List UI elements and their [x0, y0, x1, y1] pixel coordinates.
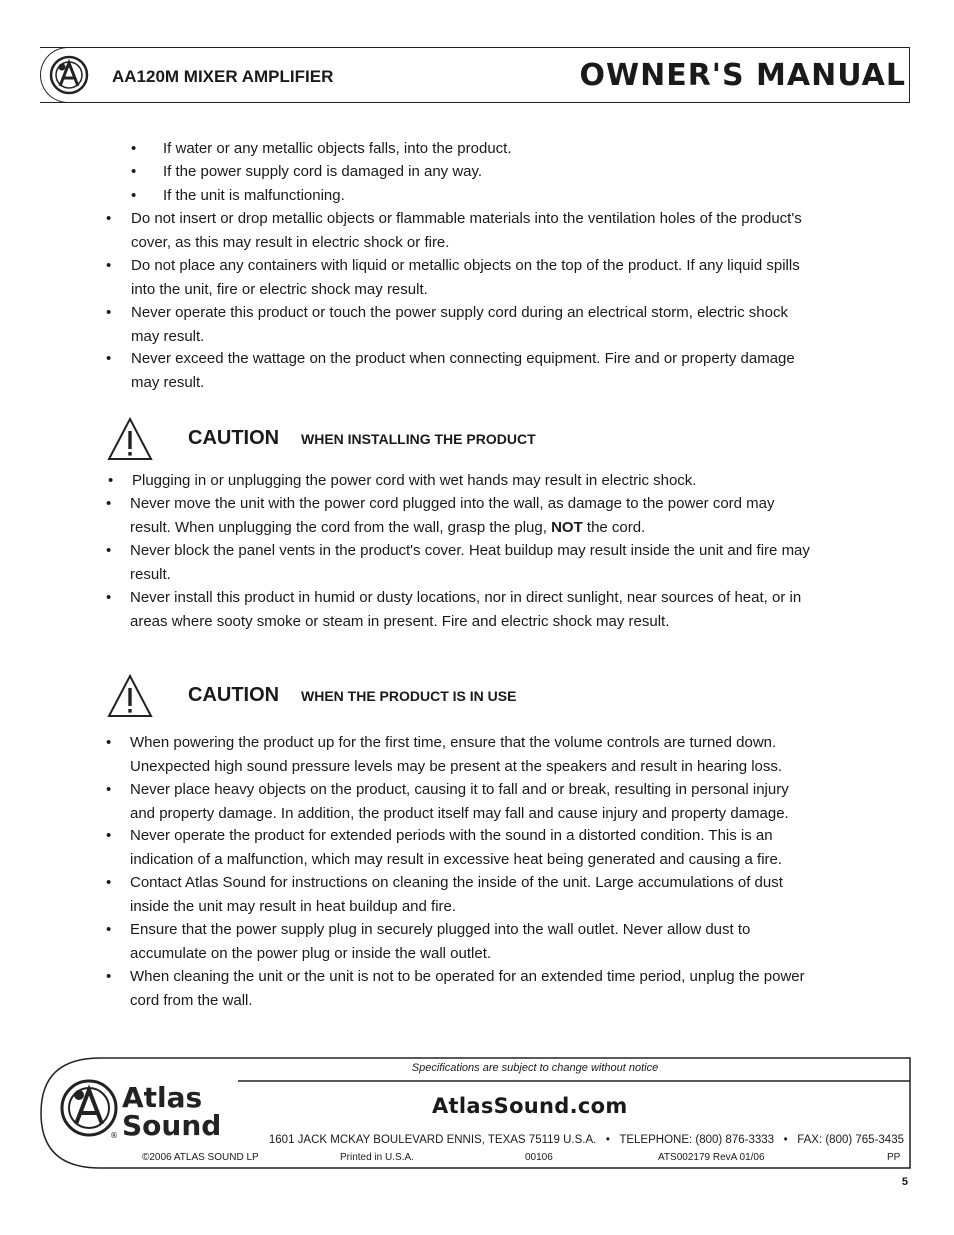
- copyright: ©2006 ATLAS SOUND LP: [142, 1152, 259, 1163]
- registered-mark: ®: [110, 1131, 118, 1140]
- list-item: • Do not insert or drop metallic objects or flammable materials into the ventilation holes of the product's cover, as this may result in electric shock or fire.: [106, 210, 802, 251]
- list-item: • If the power supply cord is damaged in any way.: [131, 163, 483, 180]
- caution-heading: CAUTION: [188, 684, 280, 706]
- print-code: 00106: [525, 1152, 553, 1163]
- list-item: • Never operate this product or touch the power supply cord during an electrical storm, electric shock may result.: [106, 304, 788, 345]
- list-item: • Never block the panel vents in the product's cover. Heat buildup may result inside the unit and fire may result.: [106, 542, 810, 583]
- model-title: AA120M MIXER AMPLIFIER: [112, 67, 334, 86]
- caution-heading: CAUTION: [188, 427, 280, 449]
- address-line: 1601 JACK MCKAY BOULEVARD ENNIS, TEXAS 75119 U.S.A. • TELEPHONE: (800) 876-3333 • FAX: (800) 765-3435: [268, 1134, 904, 1146]
- specs-notice: Specifications are subject to change without notice: [411, 1062, 659, 1074]
- atlas-logo-icon: [48, 54, 90, 96]
- document-id: ATS002179 RevA 01/06: [658, 1152, 765, 1163]
- warning-triangle-icon: [107, 674, 153, 718]
- warning-triangle-icon: [107, 417, 153, 461]
- atlas-sound-logo: [58, 1078, 248, 1140]
- website-link[interactable]: AtlasSound.com: [432, 1094, 628, 1118]
- list-item: • Never operate the product for extended periods with the sound in a distorted condition. This is an indication of a malfunction, which may result in excessive heat being generated and causing a fire.: [106, 827, 783, 868]
- list-item: • When cleaning the unit or the unit is not to be operated for an extended time period, unplug the power cord from the wall.: [106, 968, 805, 1009]
- manual-title: OWNER'S MANUAL: [579, 58, 906, 93]
- list-item: • Do not place any containers with liquid or metallic objects on the top of the product. If any liquid spills into the unit, fire or electric shock may result.: [106, 257, 800, 298]
- list-item: • Never place heavy objects on the product, causing it to fall and or break, resulting in personal injury and property damage. In addition, the product itself may fall and cause injury and property damage.: [106, 781, 789, 822]
- list-item: • If water or any metallic objects falls, into the product.: [131, 140, 512, 157]
- brand-line-2: Sound: [122, 1109, 222, 1140]
- list-item: • When powering the product up for the first time, ensure that the volume controls are turned down. Unexpected high sound pressure levels may be present at the speakers and result in hearing loss.: [106, 734, 783, 775]
- pp-mark: PP: [887, 1152, 901, 1163]
- list-item: • If the unit is malfunctioning.: [131, 187, 345, 204]
- list-item: • Never install this product in humid or dusty locations, nor in direct sunlight, near sources of heat, or in areas where sooty smoke or steam in present. Fire and electric shock may result.: [106, 589, 802, 630]
- list-item: • Never move the unit with the power cord plugged into the wall, as damage to the power cord may result. When unplugging the cord from the wall, grasp the plug, NOT the cord.: [106, 495, 775, 536]
- caution-subtitle: WHEN INSTALLING THE PRODUCT: [301, 431, 536, 447]
- printed-in: Printed in U.S.A.: [340, 1152, 414, 1163]
- list-item: • Contact Atlas Sound for instructions on cleaning the inside of the unit. Large accumulations of dust inside the unit may result in heat buildup and fire.: [106, 874, 783, 915]
- list-item: • Ensure that the power supply plug in securely plugged into the wall outlet. Never allow dust to accumulate on the power plug or inside the wall outlet.: [106, 921, 751, 962]
- brand-line-1: Atlas: [122, 1081, 203, 1114]
- page-number: 5: [901, 1176, 908, 1188]
- caution-subtitle: WHEN THE PRODUCT IS IN USE: [301, 688, 517, 704]
- list-item: • Plugging in or unplugging the power cord with wet hands may result in electric shock.: [108, 472, 697, 489]
- list-item: • Never exceed the wattage on the product when connecting equipment. Fire and or property damage may result.: [106, 350, 795, 391]
